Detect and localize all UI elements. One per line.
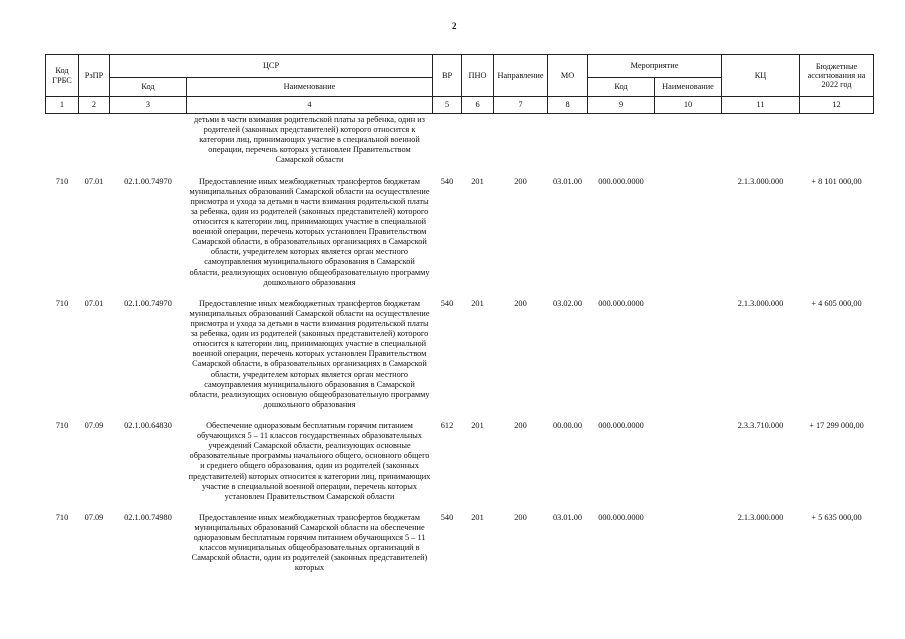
cell-pno: 201 (471, 512, 484, 522)
header-rzpr: РзПР (79, 55, 110, 97)
cell-mer-name (655, 177, 722, 289)
cell-amount: + 17 299 000,00 (809, 420, 864, 430)
header-vr: ВР (433, 55, 462, 97)
cell-csr: 02.1.00.74970 (124, 176, 172, 186)
cell-name: Предоставление иных межбюджетных трансфертов бюджетам муниципальных образований Самарской области на обеспечение одноразовым бесплатным горячим питанием обучающихся 5 – 11 классов муниципальных общеобразовательных организаций в Самарской области, один из родителей (законных представителей) которых (191, 512, 428, 573)
header-meropriyatie: Мероприятие (588, 55, 722, 78)
cell-napravlenie: 200 (514, 512, 527, 522)
cell-mo: 03.01.00 (552, 176, 583, 186)
cell-vr: 540 (440, 176, 454, 186)
cell-name: Предоставление иных межбюджетных трансфертов бюджетам муниципальных образований Самарской области на осуществление присмотра и ухода за детьми в части взимания родительской платы за ребенка, один из родителей (законных представителей) которого относится к категории лиц, принимающих участие в специальной военной операции, перечень которых установлен Правительством Самарской области, в образовательных организациях в Самарской области, учредителем которых является орган местного самоуправления муниципального образования в Самарской области, реализующих основную общеобразовательную программу дошкольного образования (189, 298, 430, 409)
header-napravlenie: Направление (494, 55, 548, 97)
column-number: 1 (46, 97, 79, 114)
cell-kc: 2.1.3.000.000 (737, 298, 784, 308)
column-number: 6 (462, 97, 494, 114)
cell-name: Обеспечение одноразовым бесплатным горячим питанием обучающихся 5 – 11 классов государственных образовательных учреждений Самарской области, реализующих основные образовательные программы начального общего, основного общего и среднего общего образования, один из родителей (законных представителей) которых относится к категории лиц, принимающих участие в специальной военной операции, перечень которых установлен Правительством Самарской области (188, 420, 431, 501)
cell-name: Предоставление иных межбюджетных трансфертов бюджетам муниципальных образований Самарской области на осуществление присмотра и ухода за детьми в части взимания родительской платы за ребенка, один из родителей (законных представителей) которого относится к категории лиц, принимающих участие в специальной военной операции, перечень которых установлен Правительством Самарской области, в образовательных организациях в Самарской области, учредителем которых является орган местного самоуправления муниципального образования в Самарской области, реализующих основную общеобразовательную программу дошкольного образования (189, 176, 430, 287)
cell-rzpr: 07.01 (84, 176, 104, 186)
column-number: 4 (187, 97, 433, 114)
cell-kc: 2.1.3.000.000 (737, 176, 784, 186)
column-number: 2 (79, 97, 110, 114)
cell-rzpr: 07.09 (84, 512, 104, 522)
cell-csr: 02.1.00.74980 (124, 512, 172, 522)
column-number: 10 (655, 97, 722, 114)
budget-table (45, 54, 874, 574)
cell-grbs: 710 (55, 420, 69, 430)
cell-napravlenie: 200 (514, 176, 527, 186)
column-number: 9 (588, 97, 655, 114)
header-csr-kod: Код (110, 78, 187, 97)
column-number: 8 (548, 97, 588, 114)
column-number: 12 (800, 97, 874, 114)
cell-kc: 2.3.3.710.000 (737, 420, 784, 430)
header-pno: ПНО (462, 55, 494, 97)
cell-mer-kod: 000.000.0000 (598, 298, 644, 308)
cell-vr: 612 (440, 420, 454, 430)
header-budget: Бюджетные ассигнования на 2022 год (800, 55, 874, 97)
header-kod-grbs: Код ГРБС (46, 55, 79, 97)
cell-grbs: 710 (55, 298, 69, 308)
column-number: 11 (722, 97, 800, 114)
page-number: 2 (452, 21, 457, 31)
cell-amount: + 4 605 000,00 (811, 298, 862, 308)
cell-pno: 201 (471, 176, 484, 186)
continuation-row (46, 114, 874, 167)
cell-napravlenie: 200 (514, 420, 527, 430)
column-number: 3 (110, 97, 187, 114)
cell-vr: 540 (440, 512, 454, 522)
table-row (46, 177, 874, 289)
cell-amount: + 5 635 000,00 (811, 512, 862, 522)
cell-mer-name (655, 421, 722, 503)
cell-csr: 02.1.00.74970 (124, 298, 172, 308)
cell-grbs: 710 (55, 176, 69, 186)
table-row (46, 421, 874, 503)
cell-rzpr: 07.09 (84, 420, 104, 430)
header-csr-name: Наименование (187, 78, 433, 97)
table-row (46, 299, 874, 411)
cell-amount: + 8 101 000,00 (811, 176, 862, 186)
cell-pno: 201 (471, 420, 484, 430)
cell-vr: 540 (440, 298, 454, 308)
header-kc: КЦ (722, 55, 800, 97)
cell-mer-name (655, 513, 722, 575)
cell-mer-kod: 000.000.0000 (598, 512, 644, 522)
cell-kc: 2.1.3.000.000 (737, 512, 784, 522)
table-header (46, 55, 874, 114)
cell-mo: 03.02.00 (552, 298, 583, 308)
header-csr: ЦСР (110, 55, 433, 78)
table-row (46, 513, 874, 575)
cell-mer-kod: 000.000.0000 (598, 420, 644, 430)
cell-pno: 201 (471, 298, 484, 308)
header-mer-name: Наименование (655, 78, 722, 97)
cell-grbs: 710 (55, 512, 69, 522)
cell-napravlenie: 200 (514, 298, 527, 308)
header-mo: МО (548, 55, 588, 97)
cell-mer-kod: 000.000.0000 (598, 176, 644, 186)
cell-mer-name (655, 299, 722, 411)
cell-rzpr: 07.01 (84, 298, 104, 308)
cell-mo: 03.01.00 (552, 512, 583, 522)
header-mer-kod: Код (588, 78, 655, 97)
column-number: 5 (433, 97, 462, 114)
cell-csr: 02.1.00.64830 (124, 420, 172, 430)
table-body (46, 114, 874, 575)
continuation-text: детьми в части взимания родительской платы за ребенка, один из родителей (законных представителей) которого относится к категории лиц, принимающих участие в специальной военной операции, перечень которых установлен Правительством Самарской области (194, 115, 425, 165)
cell-mo: 00.00.00 (552, 420, 583, 430)
column-number: 7 (494, 97, 548, 114)
